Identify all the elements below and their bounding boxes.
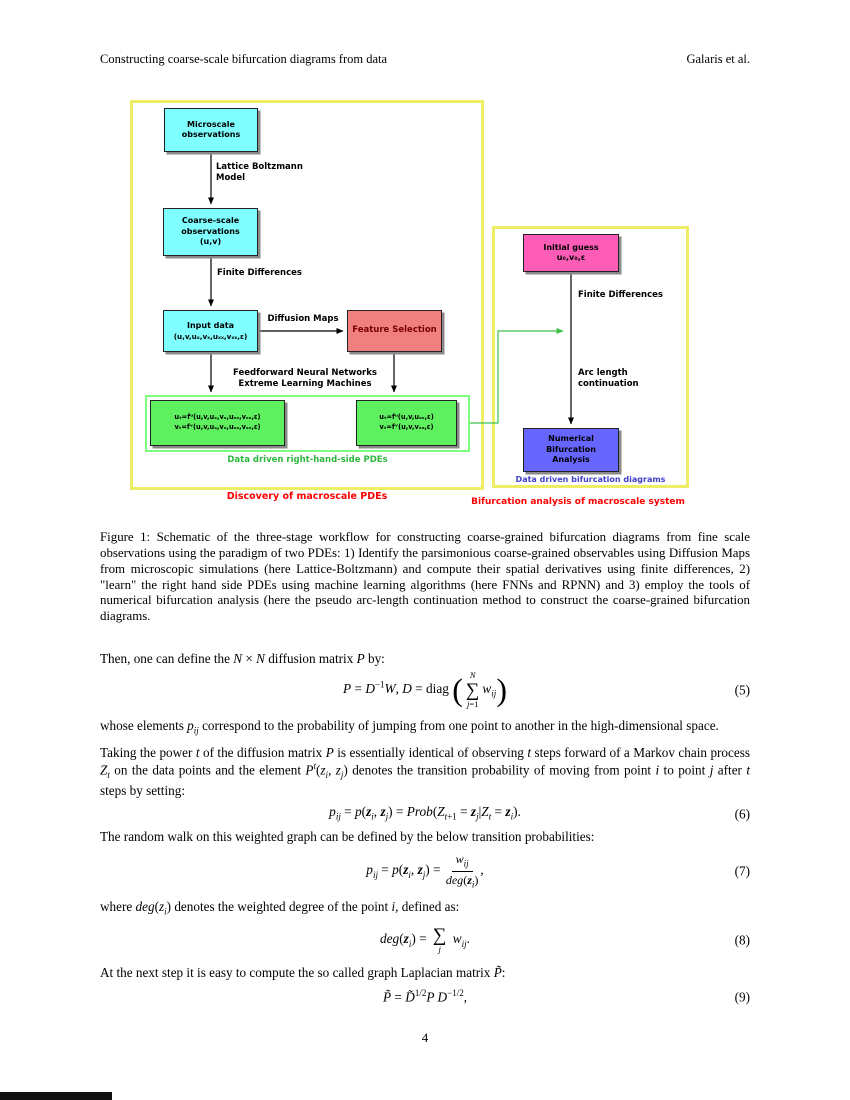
- scan-artifact: [0, 1092, 112, 1100]
- node-microscale-observations: [164, 108, 258, 152]
- node-numerical-bifurcation-analysis: [523, 428, 619, 472]
- node-label: vₜ=fᵛ(u,v,uₓ,vₓ,uₓₓ,vₓₓ,ε): [174, 423, 261, 431]
- title-bifurcation-analysis: [466, 497, 690, 507]
- node-label: Feature Selection: [352, 325, 437, 336]
- label-machine-learning: [200, 368, 410, 389]
- node-label: Input data: [186, 321, 235, 331]
- node-label: observations: [181, 130, 241, 139]
- label-line: Lattice Boltzmann: [216, 162, 303, 172]
- node-label: Microscale: [187, 119, 235, 129]
- equation-content: $deg(z_i)$ = ∑ j $w_{ij}$.: [379, 925, 470, 955]
- equation-number: (9): [734, 989, 750, 1005]
- paragraph: The random walk on this weighted graph can be defined by the below transition probabilities:: [100, 828, 595, 844]
- equation-content: $p_{ij} = p(z_i$, $z_j$) = $Prob(Z_{t+1} = z_j|Z_t = z_i)$.: [329, 804, 521, 823]
- paragraph: Then, one can define the N × N diffusion matrix P by:: [100, 651, 385, 666]
- node-label: u₀,v₀,ε: [556, 253, 586, 262]
- label-line: Finite Differences: [217, 268, 302, 278]
- node-pde-reduced: [356, 400, 457, 446]
- node-label: Analysis: [552, 455, 590, 465]
- label-line: Finite Differences: [578, 290, 663, 300]
- node-label: (u,v): [199, 237, 222, 247]
- label-finite-differences-right: [578, 290, 663, 301]
- body-text: [100, 650, 750, 1012]
- label-lattice-boltzmann-model: [216, 162, 303, 183]
- equation-content: $p_{ij} = p(z_i$, $z_j$) = $\frac{w_{ij}}{deg(z_i)}$ ,: [366, 852, 484, 890]
- equation-number: (5): [734, 682, 750, 698]
- figure-1-flowchart: [130, 98, 690, 516]
- title-discovery-macroscale-pdes: [130, 491, 484, 502]
- paragraph: whose elements $p_{ij}$ correspond to the probability of jumping from one point to another in the high-dimensional space.: [100, 718, 719, 736]
- label-line: Arc length continuation: [578, 368, 639, 389]
- node-label: uₜ=fᵘ(u,v,uₓ,vₓ,uₓₓ,vₓₓ,ε): [174, 413, 261, 422]
- equation-7: [100, 852, 750, 890]
- node-label: Coarse-scale: [181, 216, 240, 226]
- page-number: 4: [421, 1030, 429, 1045]
- node-label: Bifurcation: [546, 444, 596, 454]
- label-diffusion-maps: [260, 314, 346, 325]
- caption-data-driven-bifurcation-diagrams: [494, 475, 687, 484]
- label-line: Model: [216, 172, 246, 183]
- equation-number: (6): [734, 805, 750, 821]
- node-label: uₜ=fᵘ(u,v,uₓₓ,ε): [379, 413, 434, 422]
- label-line: Diffusion Maps: [267, 314, 339, 324]
- node-label: vₜ=fᵛ(u,v,vₓₓ,ε): [379, 423, 434, 431]
- caption-data-driven-pdes: [145, 455, 470, 465]
- page-header: [100, 52, 750, 67]
- node-pde-full: [150, 400, 285, 446]
- label-finite-differences-left: [217, 268, 302, 279]
- caption-text: Data driven bifurcation diagrams: [515, 475, 666, 484]
- equation-6: [100, 803, 750, 824]
- equation-content: P̃ = D̃$^{1/2}$P $D^{-1/2}$,: [382, 987, 468, 1005]
- equation-number: (7): [734, 863, 750, 879]
- equation-number: (8): [734, 932, 750, 948]
- label-line: Feedforward Neural Networks: [233, 368, 377, 378]
- running-authors: Galaris et al.: [686, 52, 750, 66]
- title-text: Discovery of macroscale PDEs: [226, 491, 388, 502]
- figure-1-caption: Figure 1: Schematic of the three-stage workflow for constructing coarse-grained bifurcation diagrams from fine scale observations using the paradigm of two PDEs: 1) Identify the parsimonious coarse-grained observables using Diffusion Maps from microscopic simulations (here Lattice-Boltzmann) and compute their spatial derivatives using finite differences, 2) "learn" the right hand side PDEs using machine learning algorithms (here FNNs and RPNN) and 3) employ the tools of numerical bifurcation analysis (here the pseudo arc-length continuation method to construct the coarse-grained bifurcation diagrams.: [100, 530, 750, 624]
- caption-text: Data driven right-hand-side PDEs: [227, 455, 388, 465]
- node-label: observations: [181, 226, 240, 236]
- paragraph: where $deg(z_i)$ denotes the weighted degree of the point i, defined as:: [100, 898, 460, 917]
- node-coarse-scale-observations: [163, 208, 258, 256]
- node-initial-guess: [523, 234, 619, 272]
- label-arc-length-continuation: [578, 368, 690, 389]
- paragraph: Taking the power t of the diffusion matrix P is essentially identical of observing t steps forward of a Markov chain process $Z_t$ on the data points and the element $P^t(z_i$, $z_j$) denotes the transition probability of moving from point i to point j after t steps by setting:: [100, 744, 751, 798]
- node-input-data: [163, 310, 258, 352]
- title-text: Bifurcation analysis of macroscale system: [471, 497, 685, 507]
- equation-content: $P = D^{-1}W$, D = diag ( N ∑ j=1 $w_{ij}$): [343, 670, 507, 709]
- node-label: (u,v,uₓ,vₓ,uₓₓ,vₓₓ,ε): [173, 331, 248, 341]
- node-label: Numerical: [548, 434, 594, 444]
- node-label: Initial guess: [543, 242, 599, 252]
- paragraph: At the next step it is easy to compute the so called graph Laplacian matrix P̃:: [100, 965, 506, 981]
- label-line: Extreme Learning Machines: [238, 378, 372, 389]
- equation-5: [100, 671, 750, 709]
- equation-8: [100, 926, 750, 954]
- node-feature-selection: [347, 310, 442, 352]
- equation-9: [100, 988, 750, 1006]
- running-title: Constructing coarse-scale bifurcation diagrams from data: [100, 52, 388, 66]
